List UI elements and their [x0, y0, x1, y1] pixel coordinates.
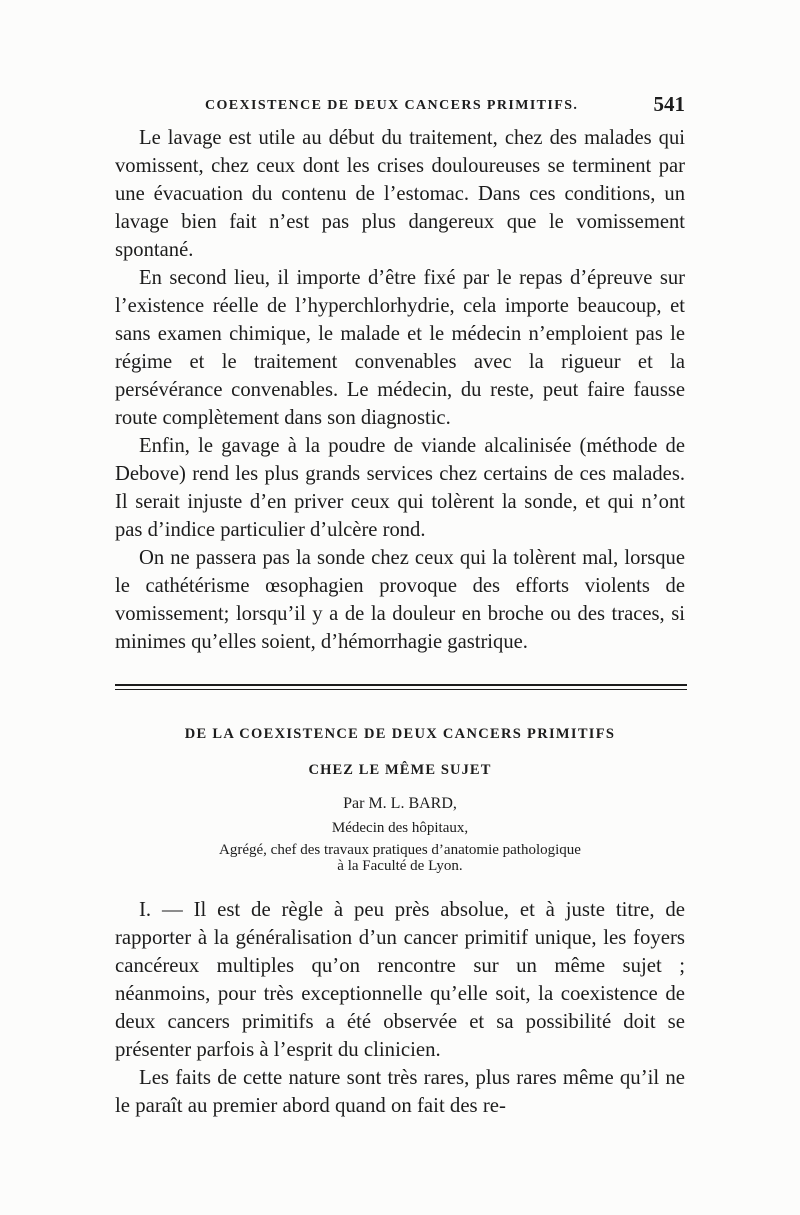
article-body — [115, 896, 685, 1120]
paragraph: On ne passera pas la sonde chez ceux qui la tolèrent mal, lorsque le cathétérisme œsophagien provoque des efforts violents de vomissement; lorsqu’il y a de la douleur en broche ou des traces, si minimes qu’elles soient, d’hémorrhagie gastrique. — [115, 547, 685, 653]
paragraph: Les faits de cette nature sont très rares, plus rares même qu’il ne le paraît au premier abord quand on fait des re- — [115, 1066, 685, 1117]
article-title: DE LA COEXISTENCE DE DEUX CANCERS PRIMITIFS — [184, 726, 616, 742]
divider-rule-thin — [115, 689, 687, 690]
paragraph: En second lieu, il importe d’être fixé par le repas d’épreuve sur l’existence réelle de l’hyperchlorhydrie, cela importe beaucoup, et sans examen chimique, le malade et le médecin n’emploient pas le régime et le traitement convenables avec la rigueur et la persévérance convenables. Le médecin, du reste, peut faire fausse route complètement dans son diagnostic. — [115, 267, 685, 429]
article-subtitle: CHEZ LE MÊME SUJET — [308, 762, 492, 778]
preceding-article-text — [115, 124, 685, 656]
page-number: 541 — [653, 92, 685, 116]
paragraph: Le lavage est utile au début du traitement, chez des malades qui vomissent, chez ceux dont les crises douloureuses se terminent par une évacuation du contenu de l’estomac. Dans ces conditions, un lavage bien fait n’est pas plus dangereux que le vomissement spontané. — [115, 127, 685, 261]
paragraph: I. — Il est de règle à peu près absolue, et à juste titre, de rapporter à la généralisation d’un cancer primitif unique, les foyers cancéreux multiples qu’on rencontre sur un même sujet ; néanmoins, pour très exceptionnelle qu’elle soit, la coexistence de deux cancers primitifs a été observée et sa possibilité doit se présenter parfois à l’esprit du clinicien. — [115, 898, 685, 1061]
running-title: COEXISTENCE DE DEUX CANCERS PRIMITIFS. — [205, 98, 579, 113]
paragraph: Enfin, le gavage à la poudre de viande alcalinisée (méthode de Debove) rend les plus grands services chez certains de ces malades. Il serait injuste d’en priver ceux qui tolèrent la sonde, et qui n’ont pas d’indice particulier d’ulcère rond. — [115, 435, 685, 541]
running-header — [115, 92, 685, 118]
author-byline: Par M. L. BARD, — [343, 795, 457, 812]
divider-rule-thick — [115, 684, 687, 686]
section-divider — [115, 684, 685, 690]
author-affiliation: Médecin des hôpitaux, — [331, 820, 469, 836]
article-heading — [115, 724, 685, 874]
page — [115, 92, 685, 1120]
author-affiliation: Agrégé, chef des travaux pratiques d’anatomie pathologique — [219, 842, 581, 858]
author-affiliation: à la Faculté de Lyon. — [337, 858, 463, 874]
